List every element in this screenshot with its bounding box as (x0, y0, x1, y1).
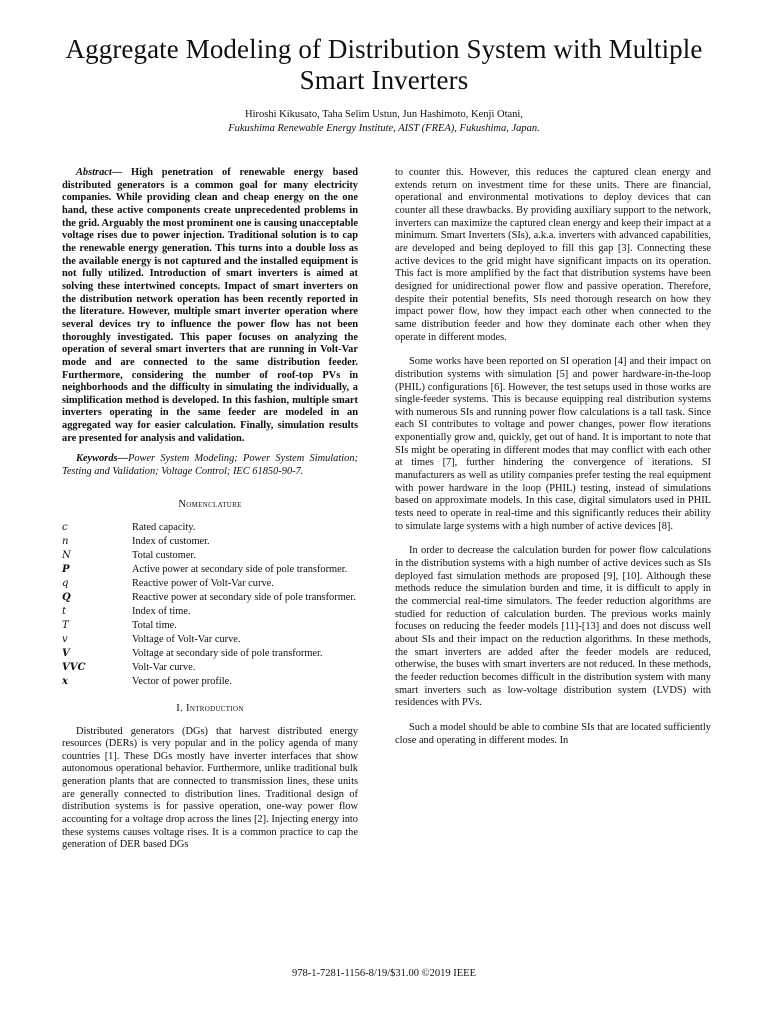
nomenclature-row (62, 661, 358, 675)
nomenclature-row (62, 535, 358, 549)
nomenclature-symbol: x (62, 675, 68, 687)
nomenclature-row (62, 605, 358, 619)
abstract (62, 167, 358, 445)
nomenclature-symbol: c (62, 522, 68, 534)
nomenclature-symbol: t (62, 606, 67, 618)
nomenclature-description: Reactive power at secondary side of pole transformer. (132, 592, 356, 604)
nomenclature-symbol: n (62, 536, 69, 548)
nomenclature-description: Total time. (132, 620, 177, 632)
nomenclature-row (62, 591, 358, 605)
right-column (395, 167, 711, 747)
nomenclature-row (62, 577, 358, 591)
nomenclature-description: Volt-Var curve. (132, 661, 196, 673)
nomenclature-heading: Nomenclature (178, 498, 242, 510)
nomenclature-description: Voltage of Volt-Var curve. (132, 634, 241, 646)
nomenclature-row (62, 647, 358, 661)
nomenclature-row (62, 633, 358, 647)
nomenclature-description: Active power at secondary side of pole transformer. (132, 564, 348, 576)
nomenclature-symbol: v (62, 634, 68, 646)
intro-heading-number: I. (176, 702, 184, 714)
nomenclature-description: Index of time. (132, 606, 191, 618)
keywords (62, 453, 358, 478)
nomenclature-symbol: V (62, 647, 70, 659)
left-column (62, 167, 358, 852)
right-paragraph-2: Some works have been reported on SI operation [4] and their impact on distribution systems with simulation [5] and power hardware-in-the-loop (PHIL) configurations [6]. However, the test setups used in those works are single-feeder systems. This is because equipping real distribution systems with numerous SIs and running power flow calculations is a tall task. Since each SI contributes to voltage and power changes, power flow iterations exponentially grow and, quickly, get out of hand. It is important to note that SIs might be operating in different modes that may conflict with each other at times [7], further hindering the convergence of iterations. SI manufacturers as well as utility companies prefer testing the real equipment with power hardware in the loop (PHIL) testing, instead of simulations based on approximate models. In this case, digital simulators used in PHIL tests need to operate in real-time and this significantly reduces their ability to simulate large systems with a high number of active devices [8]. (395, 356, 711, 532)
authors: Hiroshi Kikusato, Taha Selim Ustun, Jun Hashimoto, Kenji Otani, (245, 109, 523, 120)
right-paragraph-4: Such a model should be able to combine SIs that are located sufficiently close and operating in different modes. In (395, 721, 711, 746)
nomenclature-row (62, 619, 358, 633)
keywords-text: Power System Modeling; Power System Simulation; Testing and Validation; Voltage Control; IEC 61850-90-7. (62, 453, 358, 478)
nomenclature-row (62, 549, 358, 563)
nomenclature-description: Total customer. (132, 550, 196, 562)
nomenclature-symbol: Q (62, 592, 71, 604)
nomenclature-description: Index of customer. (132, 536, 210, 548)
right-paragraph-1: to counter this. However, this reduces the captured clean energy and extends return on investment time for these units. There are financial, operational and environmental motivations to deploy devices that can counter all these drawbacks. By providing auxiliary support to the network, inverters can maximize the captured clean energy and keep their impact at a minimum. Smart Inverters (SIs), a.k.a. inverters with advanced capabilities, are developed and being deployed to fill this gap [3]. Connecting these active devices to the grid might have significant impacts on its operation. This fact is more amplified by the fact that distribution systems have been designed for unidirectional power flow and passive operation. Therefore, despite their potential benefits, SIs need thorough research on how they impact power flow, how they impact each other when connected to the same distribution feeder and how they dominate each other when they operate in different modes. (395, 167, 711, 343)
nomenclature-description: Reactive power of Volt-Var curve. (132, 578, 274, 590)
nomenclature-row (62, 521, 358, 535)
nomenclature-description: Rated capacity. (132, 522, 196, 534)
intro-paragraph-1: Distributed generators (DGs) that harvest distributed energy resources (DERs) is very popular and in the policy agenda of many countries [1]. These DGs mostly have inverter interfaces that show autonomous operational behavior. Furthermore, unlike traditional bulk generation plants that are connected to transmission lines, these units are generally connected to distribution lines. Traditional design of distribution systems is for passive operation, one-way power flow accounting for a voltage drop across the lines [2]. Injecting energy into these systems causes voltage rises. It is a common practice to cap the generation of DER based DGs (62, 725, 358, 851)
copyright-footer: 978-1-7281-1156-8/19/$31.00 ©2019 IEEE (291, 968, 477, 979)
nomenclature-row (62, 675, 358, 689)
nomenclature-table (62, 521, 358, 688)
keywords-lead: Keywords— (76, 453, 128, 465)
nomenclature-symbol: P (62, 564, 70, 576)
intro-heading (62, 703, 358, 716)
nomenclature-row (62, 563, 358, 577)
nomenclature-description: Voltage at secondary side of pole transformer. (132, 647, 323, 659)
nomenclature-symbol: VVC (62, 661, 86, 673)
nomenclature-symbol: T (62, 620, 69, 632)
abstract-text: High penetration of renewable energy based distributed generators is a common goal for many electricity companies. While providing clean and cheap energy on the one hand, these active components create unprecedented problems in the grid. Arguably the most prominent one is causing unacceptable voltage rises due to power injection. Traditional solution is to cap the renewable energy generation. This turns into a double loss as the available energy is not captured and the installed equipment is not fully utilized. Introduction of smart inverters is aimed at solving these intertwined concepts. Impact of smart inverters on the distribution network operation has been recently reported in the literature. However, multiple smart inverter operation where several devices try to influence the power flow has not been thoroughly investigated. This paper focuses on analyzing the operation of several smart inverters that are running in Volt-Var mode and are connected to the same distribution feeder. Furthermore, considering the number of roof-top PVs in neighborhoods and the difficulty in simulating the individually, a simplification method is developed. In this fashion, multiple smart inverters operating in the same feeder are modeled in an aggregated way for easier calculation. Finally, simulation results are presented for analysis and validation. (62, 167, 358, 444)
nomenclature-symbol: q (62, 578, 69, 590)
paper-title: Aggregate Modeling of Distribution System with Multiple Smart Inverters (65, 34, 703, 95)
abstract-lead: Abstract— (76, 167, 123, 178)
intro-heading-text: Introduction (186, 702, 244, 714)
right-paragraph-3: In order to decrease the calculation burden for power flow calculations in the distribution systems with a high number of active devices such as SIs deployed fast simulation methods are proposed [9], [10]. Although these methods reduce the simulation burden and time, it is difficult to apply in the commercial real-time simulators. The feeder reduction algorithms are studied for reduction of calculation burden. The previous works mainly focuses on reducing the feeder models [11]-[13] and does not discuss well about SIs and their impact on the reduction algorithms. In these methods, the smart inverters are added after the feeder models are reduced, otherwise, the buses with smart inverters are not reduced. In these methods, the feeder reduction becomes difficult in the distribution system with many smart inverters such as low-voltage distribution system (LVDS) with residences with PVs. (395, 545, 711, 709)
nomenclature-description: Vector of power profile. (132, 675, 232, 687)
affiliation: Fukushima Renewable Energy Institute, AIST (FREA), Fukushima, Japan. (228, 123, 540, 134)
nomenclature-symbol: N (62, 550, 71, 562)
